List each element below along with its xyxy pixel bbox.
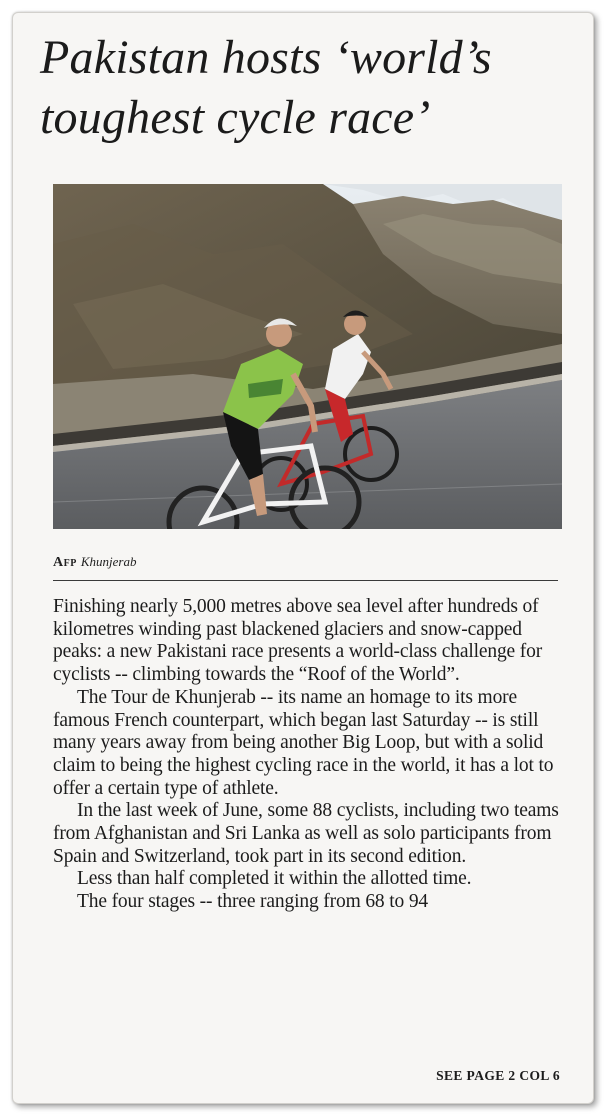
photo-credit — [53, 553, 558, 572]
paragraph-5: The four stages -- three ranging from 68 to 94 — [77, 891, 429, 913]
cyclists-photo-illustration — [53, 184, 562, 529]
credit-agency: Afp — [53, 555, 77, 570]
paragraph-2: The Tour de Khunjerab -- its name an homage to its more famous French counterpart, which began last Saturday -- is still many years away from being another Big Loop, but with a solid claim to being the highest cycling race in the world, it has a lot to offer a certain type of athlete. — [53, 686, 554, 799]
paragraph-3: In the last week of June, some 88 cyclists, including two teams from Afghanistan and Sri Lanka as well as solo participants from Spain and Switzerland, took part in its second edition. — [53, 800, 559, 867]
article-body — [53, 596, 563, 914]
continuation-jump-line: SEE PAGE 2 COL 6 — [436, 1068, 560, 1083]
paragraph-4: Less than half completed it within the allotted time. — [77, 868, 472, 890]
divider-rule — [53, 580, 558, 581]
paragraph-1: Finishing nearly 5,000 metres above sea level after hundreds of kilometres winding past blackened glaciers and snow-capped peaks: a new Pakistani race presents a world-class challenge for cyclists -- climbing towards the “Roof of the World”. — [53, 596, 543, 686]
headline: Pakistan hosts ‘world’s toughest cycle race’ — [40, 31, 492, 144]
credit-dateline: Khunjerab — [80, 554, 137, 569]
article-photo — [53, 184, 562, 529]
